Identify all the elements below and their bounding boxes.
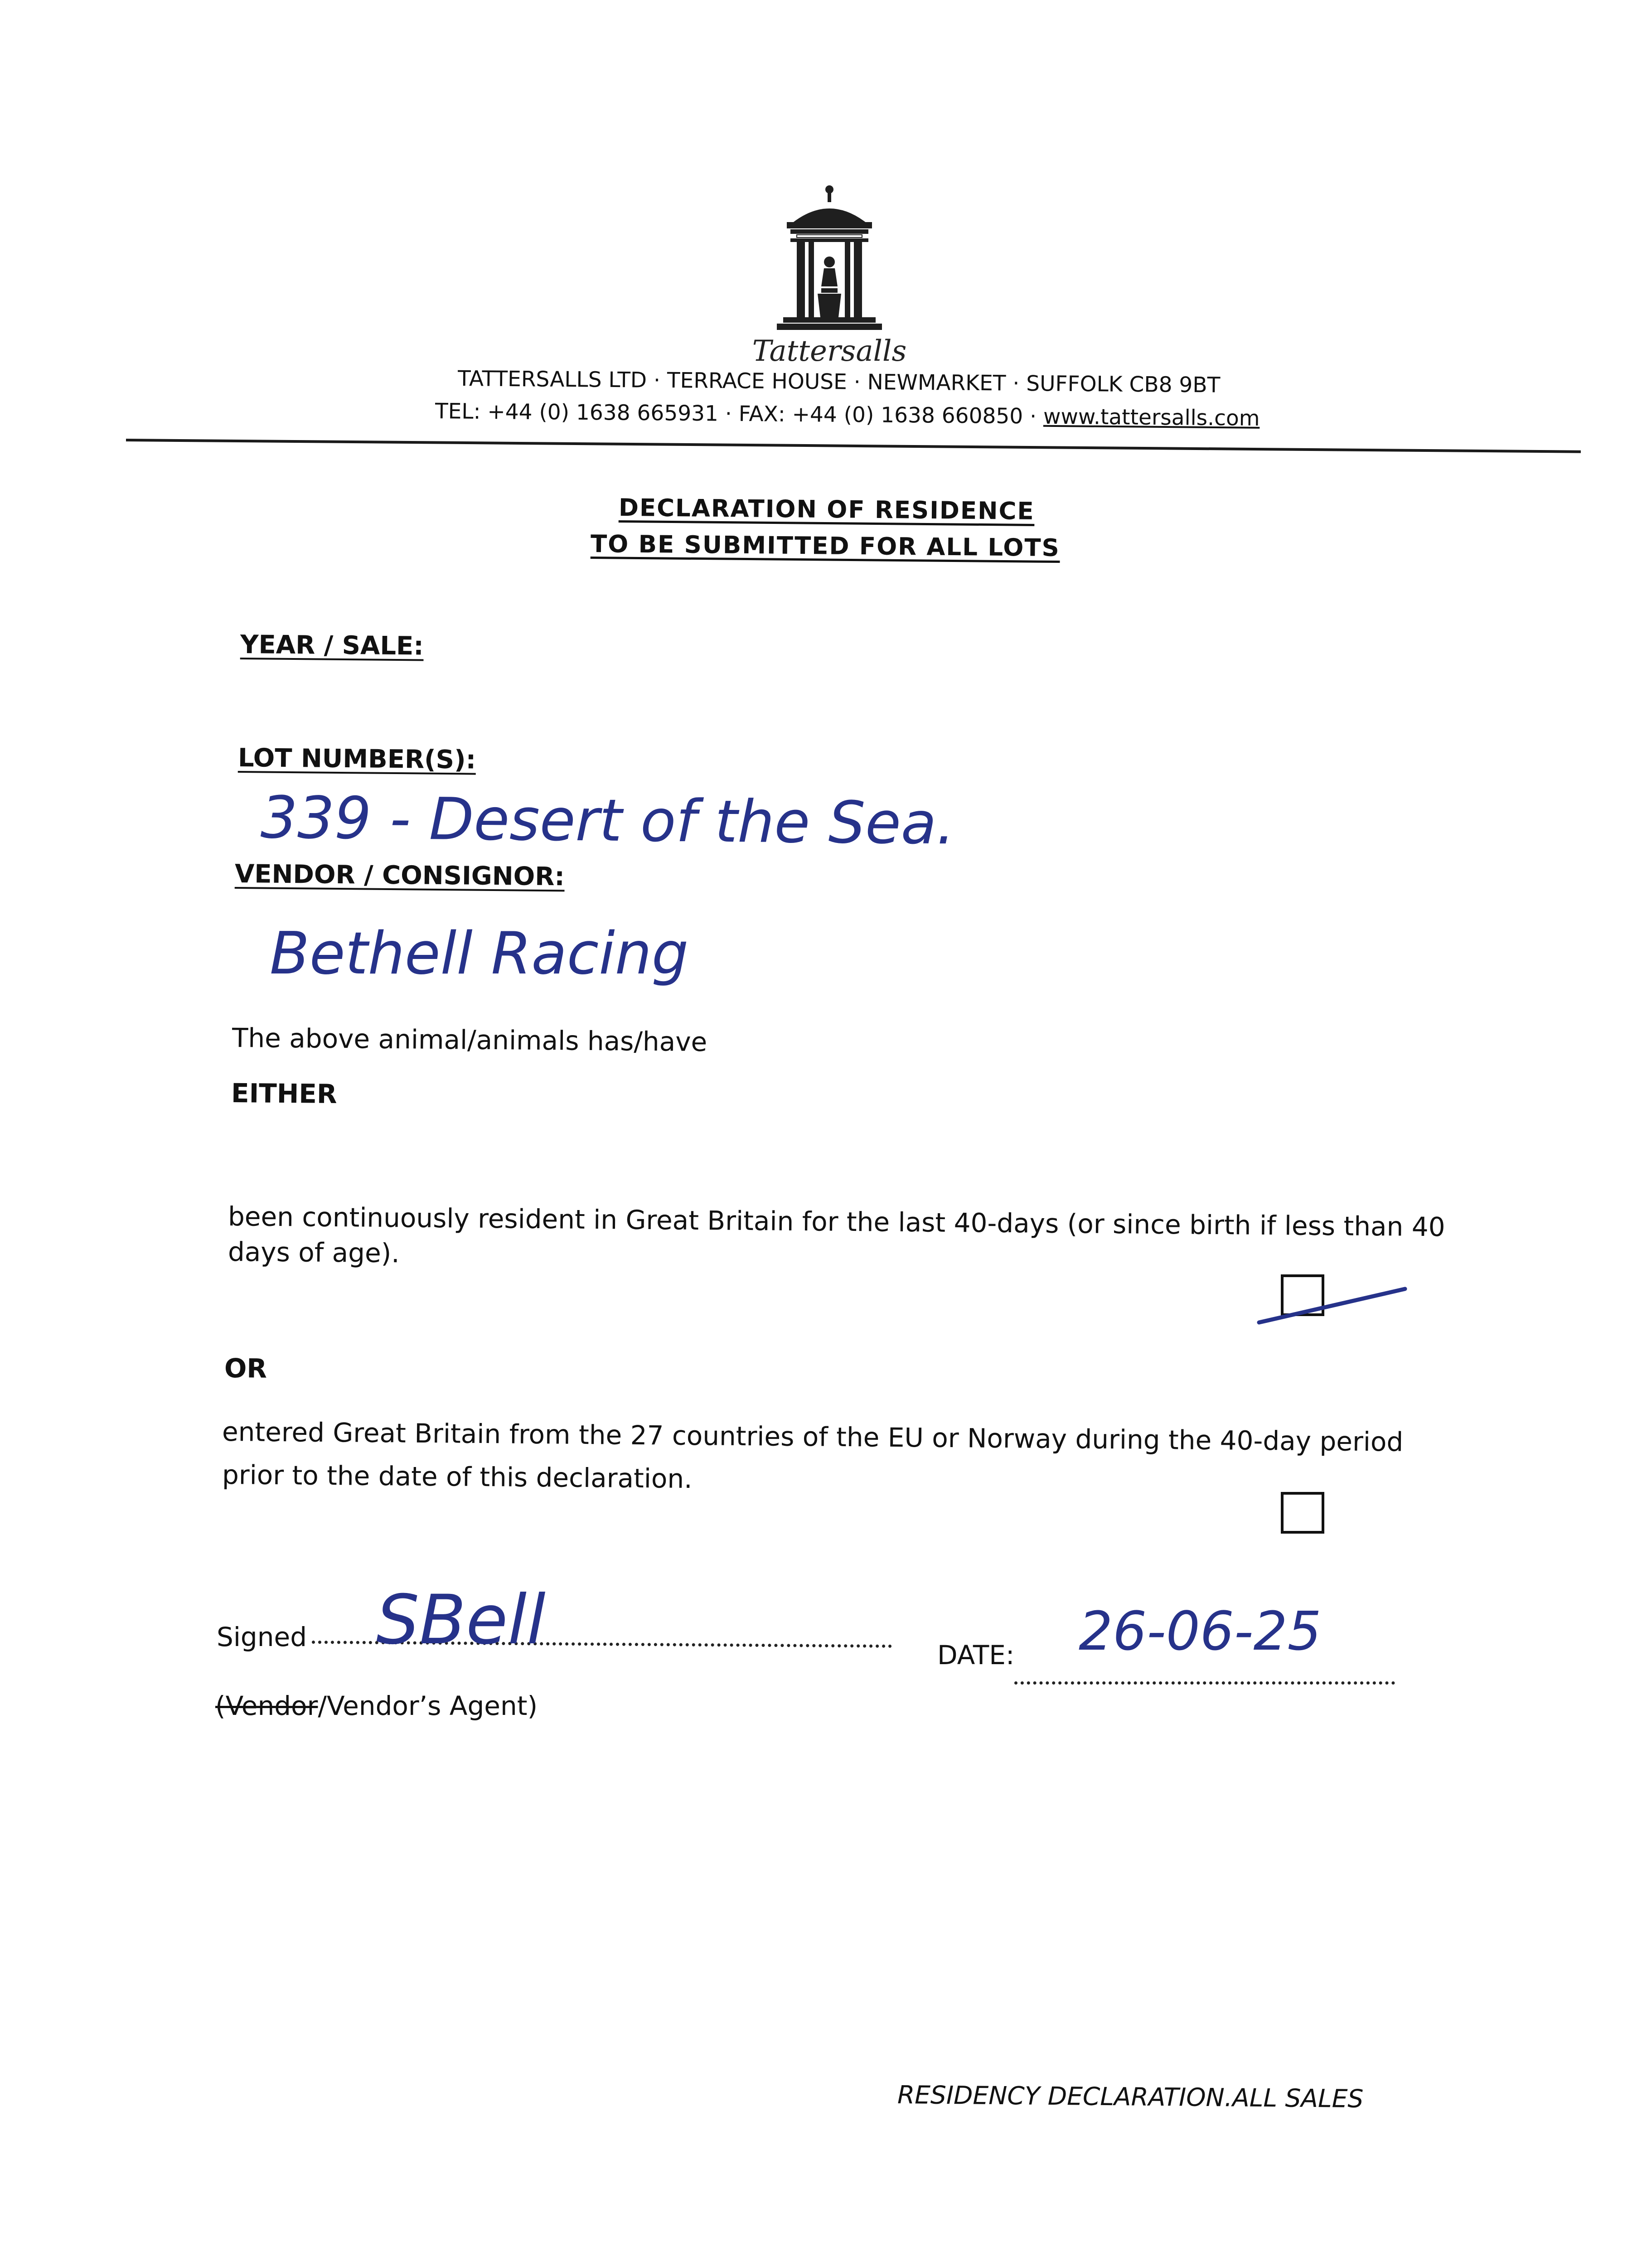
footer-document-code: RESIDENCY DECLARATION.ALL SALES xyxy=(897,2080,1364,2113)
lot-numbers-field[interactable]: 339 - Desert of the Sea. xyxy=(260,784,955,858)
date-line xyxy=(1014,1681,1395,1685)
option1-text-line2: days of age). xyxy=(228,1236,400,1269)
signer-role-label xyxy=(215,1690,538,1721)
declaration-intro: The above animal/animals has/have xyxy=(232,1022,707,1058)
contact-text: TEL: +44 (0) 1638 665931 · FAX: +44 (0) 1638 660850 · xyxy=(435,399,1044,429)
company-contact xyxy=(435,399,1260,431)
either-label: EITHER xyxy=(231,1078,337,1110)
option1-text-line1: been continuously resident in Great Britain for the last 40-days (or since birth if less than 40 xyxy=(228,1201,1445,1243)
signed-label: Signed xyxy=(217,1622,307,1652)
option1-check-mark-icon xyxy=(1255,1269,1419,1332)
vendor-consignor-field[interactable]: Bethell Racing xyxy=(270,920,689,988)
vendor-consignor-label: VENDOR / CONSIGNOR: xyxy=(234,859,565,892)
tattersalls-logo xyxy=(770,181,888,335)
signature-field[interactable]: SBell xyxy=(376,1581,546,1660)
role-text: /Vendor’s Agent) xyxy=(318,1690,538,1721)
option2-text-line1: entered Great Britain from the 27 countries of the EU or Norway during the 40-day period xyxy=(222,1416,1404,1457)
company-name: Tattersalls xyxy=(752,334,907,368)
date-label: DATE: xyxy=(937,1640,1015,1670)
or-label: OR xyxy=(224,1353,267,1384)
option2-checkbox[interactable] xyxy=(1281,1492,1324,1534)
pavilion-emblem-icon xyxy=(770,181,888,335)
website-link[interactable]: www.tattersalls.com xyxy=(1043,404,1260,431)
lot-numbers-label: LOT NUMBER(S): xyxy=(237,743,476,775)
form-title: DECLARATION OF RESIDENCE xyxy=(618,494,1035,526)
year-sale-label: YEAR / SALE: xyxy=(240,630,424,661)
option2-text-line2: prior to the date of this declaration. xyxy=(222,1459,693,1495)
header-rule xyxy=(126,439,1581,453)
company-address: TATTERSALLS LTD · TERRACE HOUSE · NEWMARKET · SUFFOLK CB8 9BT xyxy=(457,366,1221,398)
role-struck-text: (Vendor xyxy=(215,1690,318,1721)
form-subtitle: TO BE SUBMITTED FOR ALL LOTS xyxy=(590,530,1060,562)
date-field[interactable]: 26-06-25 xyxy=(1079,1600,1322,1662)
